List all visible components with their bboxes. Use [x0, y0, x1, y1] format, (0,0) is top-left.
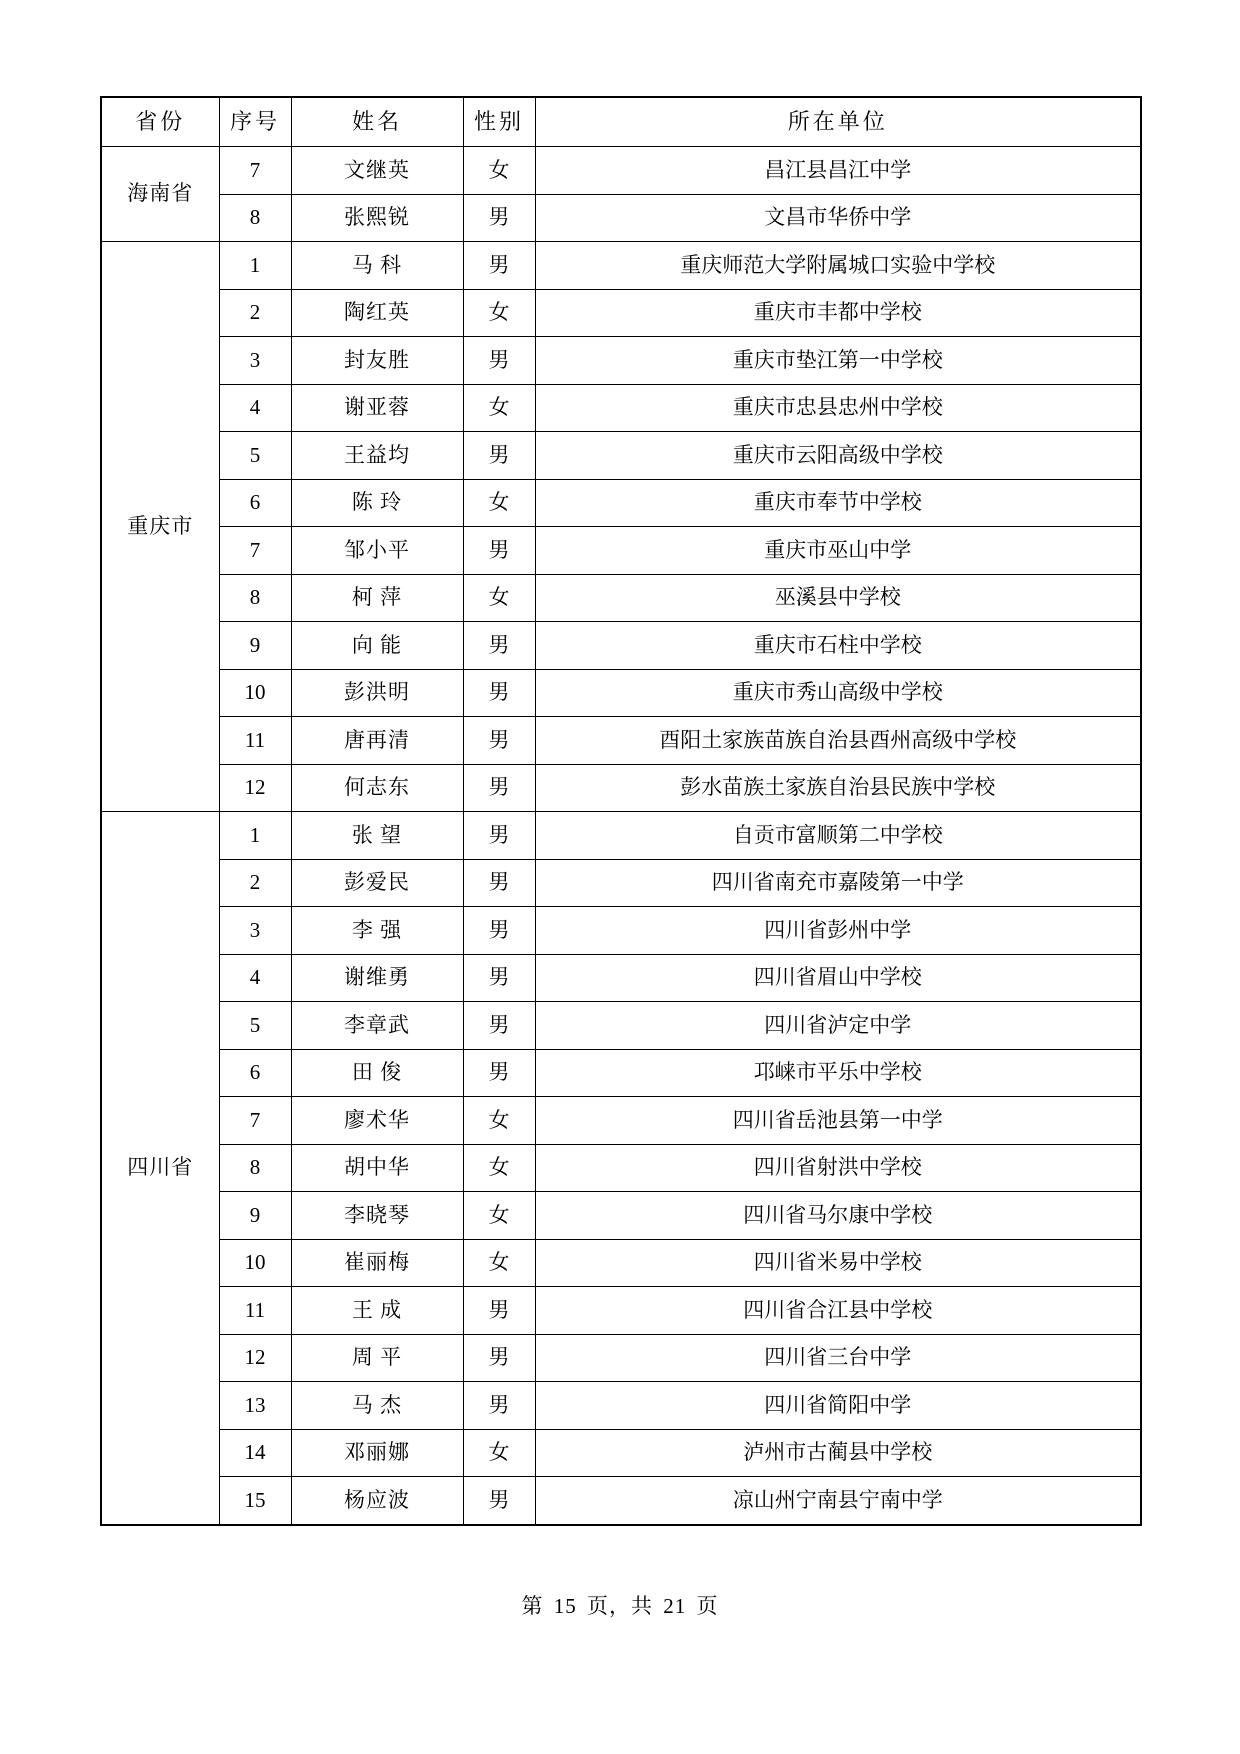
name-cell: 李章武 — [291, 1002, 463, 1050]
index-cell: 7 — [219, 1097, 291, 1145]
roster-table — [100, 96, 1142, 1526]
unit-cell: 四川省合江县中学校 — [535, 1287, 1141, 1335]
table-row — [101, 384, 1141, 432]
unit-cell: 四川省岳池县第一中学 — [535, 1097, 1141, 1145]
table-row — [101, 717, 1141, 765]
index-cell: 8 — [219, 1144, 291, 1192]
unit-cell: 凉山州宁南县宁南中学 — [535, 1477, 1141, 1525]
table-row — [101, 859, 1141, 907]
table-row — [101, 1239, 1141, 1287]
gender-cell: 男 — [463, 812, 535, 860]
name-cell: 田 俊 — [291, 1049, 463, 1097]
index-cell: 13 — [219, 1382, 291, 1430]
province-cell: 海南省 — [101, 147, 219, 242]
index-cell: 9 — [219, 1192, 291, 1240]
unit-cell: 重庆市石柱中学校 — [535, 622, 1141, 670]
footer-middle: 页，共 — [587, 1594, 653, 1618]
index-cell: 11 — [219, 1287, 291, 1335]
table-row — [101, 289, 1141, 337]
table-row — [101, 812, 1141, 860]
table-row — [101, 1429, 1141, 1477]
unit-cell: 文昌市华侨中学 — [535, 194, 1141, 242]
unit-cell: 重庆市奉节中学校 — [535, 479, 1141, 527]
unit-cell: 重庆市丰都中学校 — [535, 289, 1141, 337]
name-cell: 李 强 — [291, 907, 463, 955]
index-cell: 9 — [219, 622, 291, 670]
unit-cell: 重庆市云阳高级中学校 — [535, 432, 1141, 480]
unit-cell: 昌江县昌江中学 — [535, 147, 1141, 195]
gender-cell: 男 — [463, 669, 535, 717]
index-cell: 12 — [219, 764, 291, 812]
gender-cell: 男 — [463, 622, 535, 670]
unit-cell: 四川省三台中学 — [535, 1334, 1141, 1382]
index-cell: 12 — [219, 1334, 291, 1382]
name-cell: 王 成 — [291, 1287, 463, 1335]
unit-cell: 邛崃市平乐中学校 — [535, 1049, 1141, 1097]
table-row — [101, 527, 1141, 575]
gender-cell: 男 — [463, 717, 535, 765]
unit-cell: 巫溪县中学校 — [535, 574, 1141, 622]
column-header-name: 姓名 — [291, 97, 463, 147]
gender-cell: 女 — [463, 1429, 535, 1477]
index-cell: 8 — [219, 194, 291, 242]
gender-cell: 男 — [463, 432, 535, 480]
gender-cell: 女 — [463, 1239, 535, 1287]
name-cell: 向 能 — [291, 622, 463, 670]
table-row — [101, 479, 1141, 527]
column-header-index: 序号 — [219, 97, 291, 147]
name-cell: 陈 玲 — [291, 479, 463, 527]
table-row — [101, 1477, 1141, 1525]
name-cell: 杨应波 — [291, 1477, 463, 1525]
table-row — [101, 1287, 1141, 1335]
name-cell: 廖术华 — [291, 1097, 463, 1145]
index-cell: 3 — [219, 337, 291, 385]
gender-cell: 女 — [463, 1192, 535, 1240]
unit-cell: 重庆市垫江第一中学校 — [535, 337, 1141, 385]
index-cell: 4 — [219, 954, 291, 1002]
gender-cell: 男 — [463, 1287, 535, 1335]
gender-cell: 女 — [463, 479, 535, 527]
unit-cell: 泸州市古蔺县中学校 — [535, 1429, 1141, 1477]
index-cell: 1 — [219, 242, 291, 290]
name-cell: 李晓琴 — [291, 1192, 463, 1240]
name-cell: 邓丽娜 — [291, 1429, 463, 1477]
table-row — [101, 242, 1141, 290]
index-cell: 7 — [219, 527, 291, 575]
name-cell: 谢维勇 — [291, 954, 463, 1002]
name-cell: 陶红英 — [291, 289, 463, 337]
index-cell: 1 — [219, 812, 291, 860]
gender-cell: 女 — [463, 147, 535, 195]
table-row — [101, 1382, 1141, 1430]
table-row — [101, 954, 1141, 1002]
name-cell: 马 杰 — [291, 1382, 463, 1430]
table-row — [101, 432, 1141, 480]
gender-cell: 男 — [463, 907, 535, 955]
unit-cell: 四川省泸定中学 — [535, 1002, 1141, 1050]
footer-total-pages: 21 — [663, 1594, 687, 1618]
table-header-row — [101, 97, 1141, 147]
gender-cell: 男 — [463, 242, 535, 290]
gender-cell: 女 — [463, 384, 535, 432]
index-cell: 10 — [219, 669, 291, 717]
table-body — [101, 147, 1141, 1525]
table-row — [101, 669, 1141, 717]
unit-cell: 四川省彭州中学 — [535, 907, 1141, 955]
gender-cell: 男 — [463, 859, 535, 907]
name-cell: 周 平 — [291, 1334, 463, 1382]
gender-cell: 男 — [463, 764, 535, 812]
gender-cell: 男 — [463, 1477, 535, 1525]
index-cell: 4 — [219, 384, 291, 432]
name-cell: 何志东 — [291, 764, 463, 812]
index-cell: 8 — [219, 574, 291, 622]
gender-cell: 女 — [463, 1097, 535, 1145]
name-cell: 唐再清 — [291, 717, 463, 765]
name-cell: 胡中华 — [291, 1144, 463, 1192]
unit-cell: 四川省南充市嘉陵第一中学 — [535, 859, 1141, 907]
index-cell: 11 — [219, 717, 291, 765]
table-row — [101, 1144, 1141, 1192]
unit-cell: 四川省米易中学校 — [535, 1239, 1141, 1287]
index-cell: 5 — [219, 1002, 291, 1050]
name-cell: 文继英 — [291, 147, 463, 195]
unit-cell: 重庆市巫山中学 — [535, 527, 1141, 575]
unit-cell: 四川省射洪中学校 — [535, 1144, 1141, 1192]
gender-cell: 男 — [463, 1382, 535, 1430]
index-cell: 14 — [219, 1429, 291, 1477]
unit-cell: 重庆市秀山高级中学校 — [535, 669, 1141, 717]
unit-cell: 彭水苗族土家族自治县民族中学校 — [535, 764, 1141, 812]
table-row — [101, 1097, 1141, 1145]
column-header-unit: 所在单位 — [535, 97, 1141, 147]
index-cell: 2 — [219, 859, 291, 907]
index-cell: 7 — [219, 147, 291, 195]
name-cell: 张熙锐 — [291, 194, 463, 242]
unit-cell: 四川省简阳中学 — [535, 1382, 1141, 1430]
name-cell: 彭洪明 — [291, 669, 463, 717]
gender-cell: 男 — [463, 1049, 535, 1097]
footer-suffix: 页 — [696, 1594, 719, 1618]
index-cell: 3 — [219, 907, 291, 955]
gender-cell: 男 — [463, 1334, 535, 1382]
table-row — [101, 1049, 1141, 1097]
footer-prefix: 第 — [521, 1594, 544, 1618]
table-row — [101, 574, 1141, 622]
page-footer — [0, 1590, 1240, 1620]
name-cell: 柯 萍 — [291, 574, 463, 622]
name-cell: 王益均 — [291, 432, 463, 480]
unit-cell: 四川省眉山中学校 — [535, 954, 1141, 1002]
table-row — [101, 1334, 1141, 1382]
table-header — [101, 97, 1141, 147]
name-cell: 张 望 — [291, 812, 463, 860]
table-row — [101, 337, 1141, 385]
table-row — [101, 622, 1141, 670]
index-cell: 5 — [219, 432, 291, 480]
gender-cell: 男 — [463, 194, 535, 242]
unit-cell: 酉阳土家族苗族自治县酉州高级中学校 — [535, 717, 1141, 765]
table-row — [101, 1002, 1141, 1050]
table-row — [101, 147, 1141, 195]
unit-cell: 重庆师范大学附属城口实验中学校 — [535, 242, 1141, 290]
name-cell: 封友胜 — [291, 337, 463, 385]
table-row — [101, 764, 1141, 812]
table-row — [101, 907, 1141, 955]
table-row — [101, 194, 1141, 242]
gender-cell: 男 — [463, 954, 535, 1002]
index-cell: 6 — [219, 1049, 291, 1097]
unit-cell: 四川省马尔康中学校 — [535, 1192, 1141, 1240]
gender-cell: 女 — [463, 1144, 535, 1192]
table-row — [101, 1192, 1141, 1240]
unit-cell: 自贡市富顺第二中学校 — [535, 812, 1141, 860]
name-cell: 崔丽梅 — [291, 1239, 463, 1287]
column-header-province: 省份 — [101, 97, 219, 147]
gender-cell: 男 — [463, 1002, 535, 1050]
index-cell: 15 — [219, 1477, 291, 1525]
index-cell: 10 — [219, 1239, 291, 1287]
gender-cell: 男 — [463, 337, 535, 385]
footer-current-page: 15 — [553, 1594, 577, 1618]
gender-cell: 女 — [463, 574, 535, 622]
column-header-gender: 性别 — [463, 97, 535, 147]
gender-cell: 男 — [463, 527, 535, 575]
index-cell: 6 — [219, 479, 291, 527]
unit-cell: 重庆市忠县忠州中学校 — [535, 384, 1141, 432]
name-cell: 马 科 — [291, 242, 463, 290]
province-cell: 重庆市 — [101, 242, 219, 812]
province-cell: 四川省 — [101, 812, 219, 1525]
gender-cell: 女 — [463, 289, 535, 337]
name-cell: 邹小平 — [291, 527, 463, 575]
name-cell: 谢亚蓉 — [291, 384, 463, 432]
name-cell: 彭爱民 — [291, 859, 463, 907]
index-cell: 2 — [219, 289, 291, 337]
